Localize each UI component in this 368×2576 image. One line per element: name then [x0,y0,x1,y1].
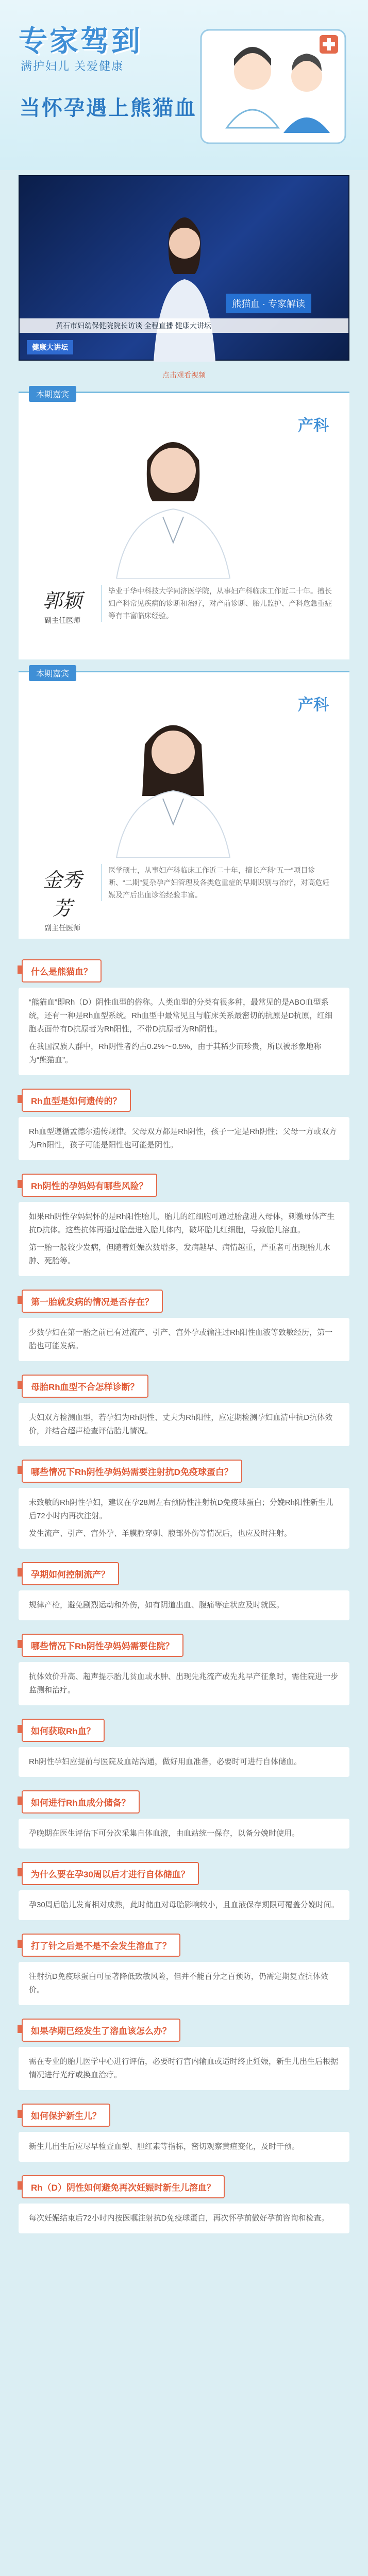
doctor-illustration-icon [191,14,356,154]
article-headline: 当怀孕遇上熊猫血 [20,97,197,120]
answer-paragraph: 夫妇双方检测血型，若孕妇为Rh阴性、丈夫为Rh阳性，应定期检测孕妇血清中抗D抗体效价，并结合超声检查评估胎儿情况。 [29,1413,333,1435]
answer-paragraph: 需在专业的胎儿医学中心进行评估，必要时行宫内输血或适时终止妊娠，新生儿出生后根据情况进行光疗或换血治疗。 [29,2057,339,2079]
answer-paragraph: 孕30周后胎儿发育相对成熟，此时储血对母胎影响较小，且血液保存期限可覆盖分娩时间。 [29,1901,339,1909]
answer-paragraph: 在我国汉族人群中，Rh阴性者约占0.2%～0.5%，由于其稀少而珍贵，所以被形象地称为“熊猫血”。 [29,1042,322,1064]
question-heading: Rh（D）阴性如何避免再次妊娠时新生儿溶血？ [22,2175,225,2198]
presenter-figure [148,197,221,362]
department-label: 产科 [298,697,329,714]
expert-bio: 毕业于华中科技大学同济医学院，从事妇产科临床工作近二十年。擅长妇产科常见疾病的诊断和治疗，对产前诊断、胎儿监护、产科危急重症等有丰富临床经验。 [101,585,334,622]
question-heading: 打了针之后是不是不会发生溶血了？ [22,1934,180,1957]
question-heading: Rh血型是如何遗传的？ [22,1089,131,1112]
answer-body [19,1819,349,1849]
video-player[interactable] [19,175,349,361]
answer-paragraph: Rh阴性孕妇应提前与医院及血站沟通，做好用血准备，必要时可进行自体储血。 [29,1757,302,1766]
answer-paragraph: 发生流产、引产、宫外孕、羊膜腔穿刺、腹部外伤等情况后，也应及时注射。 [29,1529,292,1538]
answer-paragraph: 抗体效价升高、超声提示胎儿贫血或水肿、出现先兆流产或先兆早产征象时，需住院进一步监测和治疗。 [29,1672,339,1694]
answer-paragraph: 每次妊娠结束后72小时内按医嘱注射抗D免疫球蛋白，再次怀孕前做好孕前咨询和检查。 [29,2214,329,2223]
question-heading: 如果孕期已经发生了溶血该怎么办？ [22,2019,180,2042]
question-heading: 哪些情况下Rh阴性孕妈妈需要注射抗D免疫球蛋白？ [22,1460,242,1483]
qa-item [19,2019,349,2090]
question-heading: 母胎Rh血型不合怎样诊断？ [22,1375,148,1398]
qa-item [19,1089,349,1160]
answer-paragraph: “熊猫血”即Rh（D）阴性血型的俗称。人类血型的分类有很多种，最常见的是ABO血型系统，还有一种是Rh血型系统。Rh血型中最常见且与临床关系最密切的抗原是D抗原，红细胞表面带有D抗原者为Rh阳性，不带D抗原者为Rh阴性。 [29,998,333,1033]
qa-item [19,1562,349,1620]
guest-tag: 本期嘉宾 [29,386,76,402]
answer-body [19,1590,349,1620]
expert-signature [34,585,91,625]
expert-title: 副主任医师 [44,616,80,624]
answer-paragraph: Rh血型遵循孟德尔遗传规律。父母双方都是Rh阴性，孩子一定是Rh阴性；父母一方或双方为Rh阳性，孩子可能是阳性也可能是阴性。 [29,1127,337,1149]
expert-bio: 医学硕士，从事妇产科临床工作近二十年，擅长产科“五一”项目诊断、“二期”复杂孕产妇管理及各类危重症的早期识别与治疗，对高危妊娠及产后出血诊治经验丰富。 [101,864,334,901]
question-heading: 第一胎就发病的情况是否存在？ [22,1290,163,1313]
expert-card [19,671,349,939]
qa-item [19,2175,349,2233]
qa-item [19,1174,349,1276]
qa-item [19,1719,349,1777]
answer-body [19,1962,349,2005]
video-note: 点击观看视频 [162,371,206,379]
question-heading: 什么是熊猫血？ [22,959,102,982]
department-label: 产科 [298,417,329,434]
answer-body [19,1747,349,1777]
expert-signature [34,864,91,933]
answer-body [19,1890,349,1920]
answer-body [19,1117,349,1160]
question-heading: 如何进行Rh血成分储备？ [22,1790,140,1814]
brand-slogan: 满护妇儿 关爱健康 [21,60,124,73]
answer-paragraph: 少数孕妇在第一胎之前已有过流产、引产、宫外孕或输注过Rh阳性血液等致敏经历，第一胎也可能发病。 [29,1328,333,1350]
expert-title: 副主任医师 [44,924,80,932]
question-heading: 如何保护新生儿？ [22,2104,110,2127]
qa-item [19,1290,349,1361]
answer-body [19,2047,349,2090]
answer-body [19,1403,349,1446]
answer-body [19,2132,349,2162]
answer-body [19,1662,349,1705]
header-banner [0,0,368,170]
question-heading: 哪些情况下Rh阴性孕妈妈需要住院？ [22,1634,183,1657]
question-heading: 如何获取Rh血？ [22,1719,105,1742]
answer-body [19,1318,349,1361]
answer-body [19,1202,349,1276]
answer-paragraph: 规律产检，避免剧烈运动和外伤，如有阴道出血、腹痛等症状应及时就医。 [29,1601,285,1609]
expert-card [19,392,349,659]
show-tag: 健康大讲坛 [27,340,73,354]
qa-item [19,1375,349,1446]
answer-body [19,2204,349,2233]
expert-portrait [96,693,250,858]
qa-item [19,1790,349,1849]
answer-paragraph: 注射抗D免疫球蛋白可显著降低致敏风险，但并不能百分之百预防，仍需定期复查抗体效价。 [29,1972,328,1994]
qa-section [19,959,349,2233]
guest-tag: 本期嘉宾 [29,665,76,681]
answer-paragraph: 孕晚期在医生评估下可分次采集自体血液，由血站统一保存，以备分娩时使用。 [29,1829,300,1838]
answer-body [19,988,349,1075]
answer-body [19,1488,349,1549]
qa-item [19,2104,349,2162]
answer-paragraph: 新生儿出生后应尽早检查血型、胆红素等指标，密切观察黄疸变化，及时干预。 [29,2142,300,2151]
qa-item [19,1934,349,2005]
qa-item [19,1862,349,1920]
answer-paragraph: 第一胎一般较少发病，但随着妊娠次数增多，发病越早、病情越重，严重者可出现胎儿水肿、死胎等。 [29,1243,331,1265]
signature-name: 金秀芳 [42,869,82,920]
qa-item [19,1460,349,1549]
question-heading: Rh阴性的孕妈妈有哪些风险？ [22,1174,157,1197]
brand-title: 专家驾到 [19,25,142,57]
video-name-tag: 熊猫血 · 专家解读 [226,294,311,313]
qa-item [19,959,349,1075]
answer-paragraph: 如果Rh阴性孕妈妈怀的是Rh阳性胎儿，胎儿的红细胞可通过胎盘进入母体，刺激母体产生抗D抗体。这些抗体再通过胎盘进入胎儿体内，破坏胎儿红细胞，导致胎儿溶血。 [29,1212,335,1234]
answer-paragraph: 未致敏的Rh阴性孕妇，建议在孕28周左右预防性注射抗D免疫球蛋白；分娩Rh阳性新生儿后72小时内再次注射。 [29,1498,333,1520]
video-caption: 黄石市妇幼保健院院长访谈 全程直播 健康大讲坛 [20,318,348,333]
signature-name: 郭颖 [42,589,82,612]
qa-item [19,1634,349,1705]
question-heading: 为什么要在孕30周以后才进行自体储血？ [22,1862,199,1885]
expert-portrait [96,414,250,579]
question-heading: 孕期如何控制流产？ [22,1562,119,1585]
